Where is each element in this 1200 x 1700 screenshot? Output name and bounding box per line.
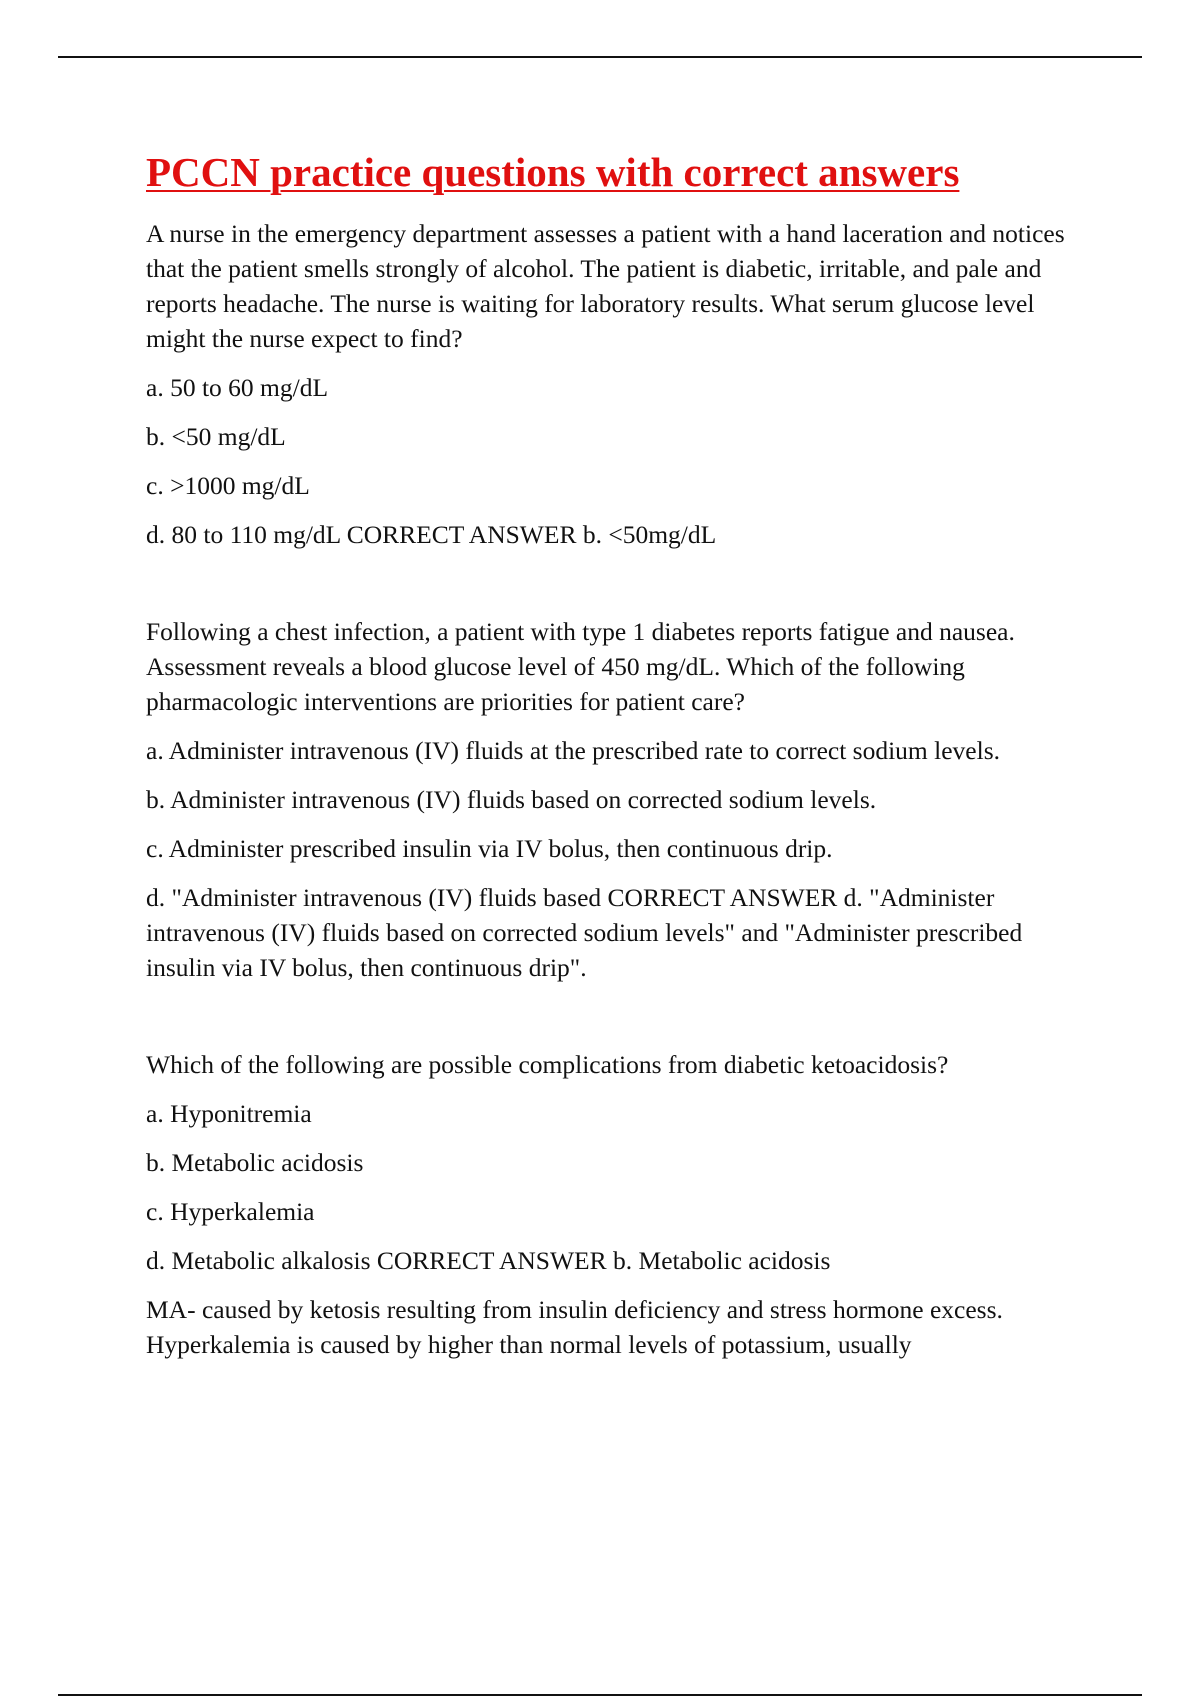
answer-option: a. Hyponitremia [146, 1099, 312, 1128]
answer-option: c. Hyperkalemia [146, 1197, 315, 1226]
question-block-3 [146, 1047, 1096, 1362]
answer-option-with-correct-answer: d. 80 to 110 mg/dL CORRECT ANSWER b. <50mg/dL [146, 520, 717, 549]
answer-option: b. Administer intravenous (IV) fluids based on corrected sodium levels. [146, 785, 877, 814]
question-block-2 [146, 614, 1096, 985]
rationale-text: MA- caused by ketosis resulting from insulin deficiency and stress hormone excess. Hyperkalemia is caused by higher than normal levels of potassium, usually [146, 1295, 1003, 1359]
answer-option: c. Administer prescribed insulin via IV bolus, then continuous drip. [146, 834, 833, 863]
question-text: Following a chest infection, a patient with type 1 diabetes reports fatigue and nausea. Assessment reveals a blood glucose level of 450 mg/dL. Which of the following pharmacologic interventions are priorities for patient care? [146, 617, 1015, 716]
answer-option-with-correct-answer: d. Metabolic alkalosis CORRECT ANSWER b. Metabolic acidosis [146, 1246, 831, 1275]
question-text: A nurse in the emergency department assesses a patient with a hand laceration and notices that the patient smells strongly of alcohol. The patient is diabetic, irritable, and pale and reports headache. The nurse is waiting for laboratory results. What serum glucose level might the nurse expect to find? [146, 219, 1065, 353]
answer-option: c. >1000 mg/dL [146, 471, 310, 500]
question-block-1 [146, 216, 1096, 552]
document-title: PCCN practice questions with correct answers [146, 149, 960, 195]
answer-option: b. <50 mg/dL [146, 422, 286, 451]
question-text: Which of the following are possible complications from diabetic ketoacidosis? [146, 1050, 949, 1079]
answer-option: a. Administer intravenous (IV) fluids at the prescribed rate to correct sodium levels. [146, 736, 1000, 765]
document-body [146, 146, 1096, 1376]
bottom-rule [58, 1694, 1142, 1696]
answer-option: b. Metabolic acidosis [146, 1148, 364, 1177]
answer-option: a. 50 to 60 mg/dL [146, 373, 329, 402]
top-rule [58, 56, 1142, 58]
answer-option-with-correct-answer: d. "Administer intravenous (IV) fluids based CORRECT ANSWER d. "Administer intravenous (IV) fluids based on corrected sodium levels" and "Administer prescribed insulin via IV bolus, then continuous drip". [146, 883, 1023, 982]
